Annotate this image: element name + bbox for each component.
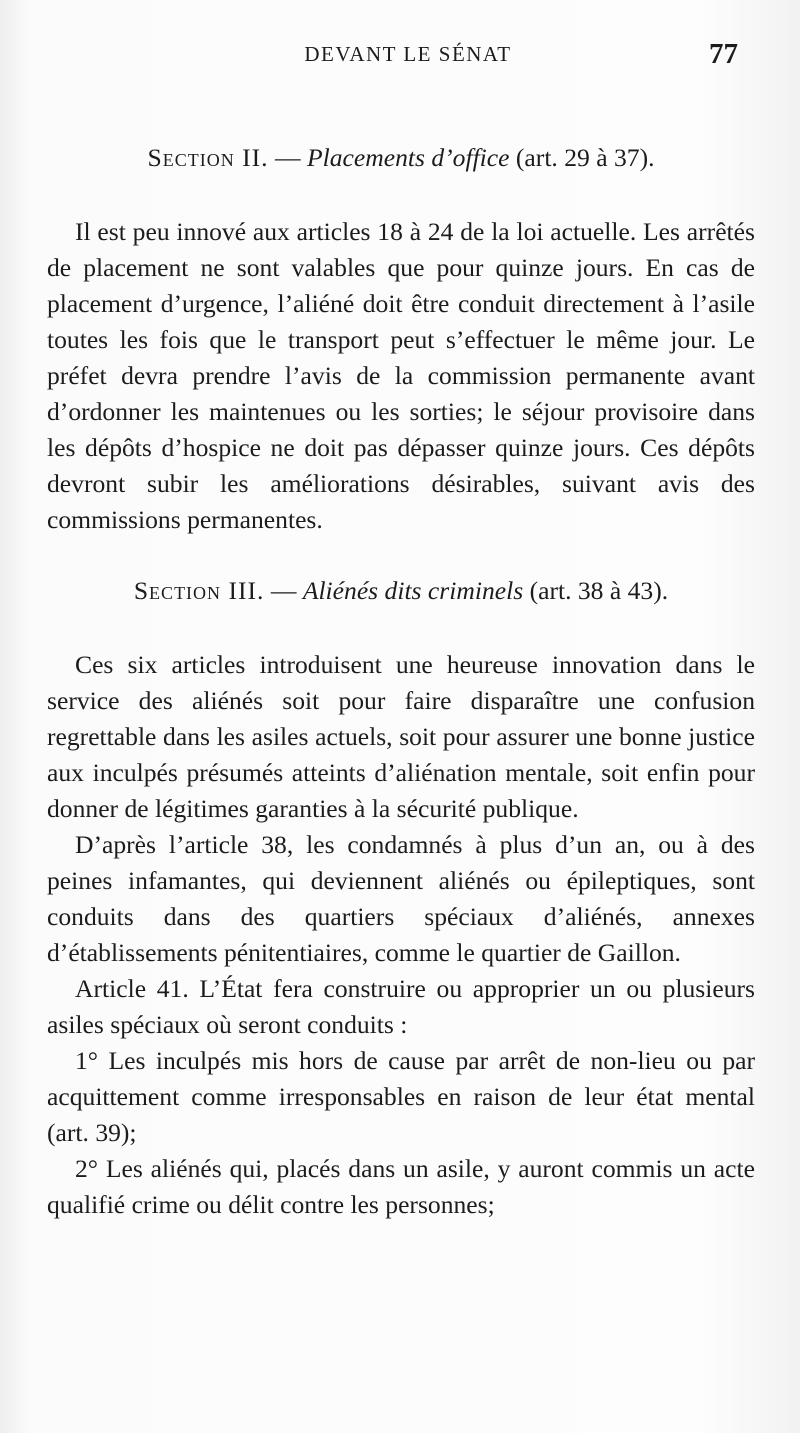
spacer — [47, 609, 755, 647]
paragraph: 2° Les aliénés qui, placés dans un asile, y auront commis un acte qualifié crime ou délit contre les personnes; — [47, 1154, 755, 1219]
heading-dash: — — [268, 143, 307, 172]
paragraph: 1° Les inculpés mis hors de cause par arrêt de non-lieu ou par acquittement comme irresponsables en raison de leur état mental (art. 39); — [47, 1046, 755, 1147]
paragraph: D’après l’article 38, les condamnés à plus d’un an, ou à des peines infamantes, qui deviennent aliénés ou épileptiques, sont conduits dans des quartiers spéciaux d’aliénés, annexes d’établissements pénitentiaires, comme le quartier de Gaillon. — [47, 830, 755, 967]
section-label: Section II. — [147, 143, 269, 172]
section-heading-ii — [47, 140, 755, 176]
page-body — [47, 140, 755, 1223]
paragraph: Ces six articles introduisent une heureuse innovation dans le service des aliénés soit pour faire disparaître une confusion regrettable dans les asiles actuels, soit pour assurer une bonne justice aux inculpés présumés atteints d’aliénation mentale, soit enfin pour donner de légitimes garanties à la sécurité publique. — [47, 650, 755, 823]
section-heading-iii — [47, 573, 755, 609]
section-articles: (art. 38 à 43). — [523, 576, 669, 605]
running-title: DEVANT LE SÉNAT — [304, 42, 512, 66]
paragraph: Article 41. L’État fera construire ou approprier un ou plusieurs asiles spéciaux où seront conduits : — [47, 974, 755, 1039]
section-title: Aliénés dits criminels — [302, 576, 524, 605]
section-label: Section III. — [133, 576, 265, 605]
running-head — [48, 38, 738, 70]
paragraph: Il est peu innové aux articles 18 à 24 de la loi actuelle. Les arrêtés de placement ne sont valables que pour quinze jours. En cas de placement d’urgence, l’aliéné doit être conduit directement à l’asile toutes les fois que le transport peut s’effectuer le même jour. Le préfet devra prendre l’avis de la commission permanente avant d’ordonner les maintenues ou les sorties; le séjour provisoire dans les dépôts d’hospice ne doit pas dépasser quinze jours. Ces dépôts devront subir les améliorations désirables, suivant avis des commissions permanentes. — [47, 217, 755, 534]
spacer — [47, 176, 755, 214]
page-number: 77 — [709, 38, 738, 70]
section-title: Placements d’office — [306, 143, 510, 172]
section-articles: (art. 29 à 37). — [509, 143, 655, 172]
heading-dash: — — [264, 576, 303, 605]
spacer — [47, 538, 755, 573]
